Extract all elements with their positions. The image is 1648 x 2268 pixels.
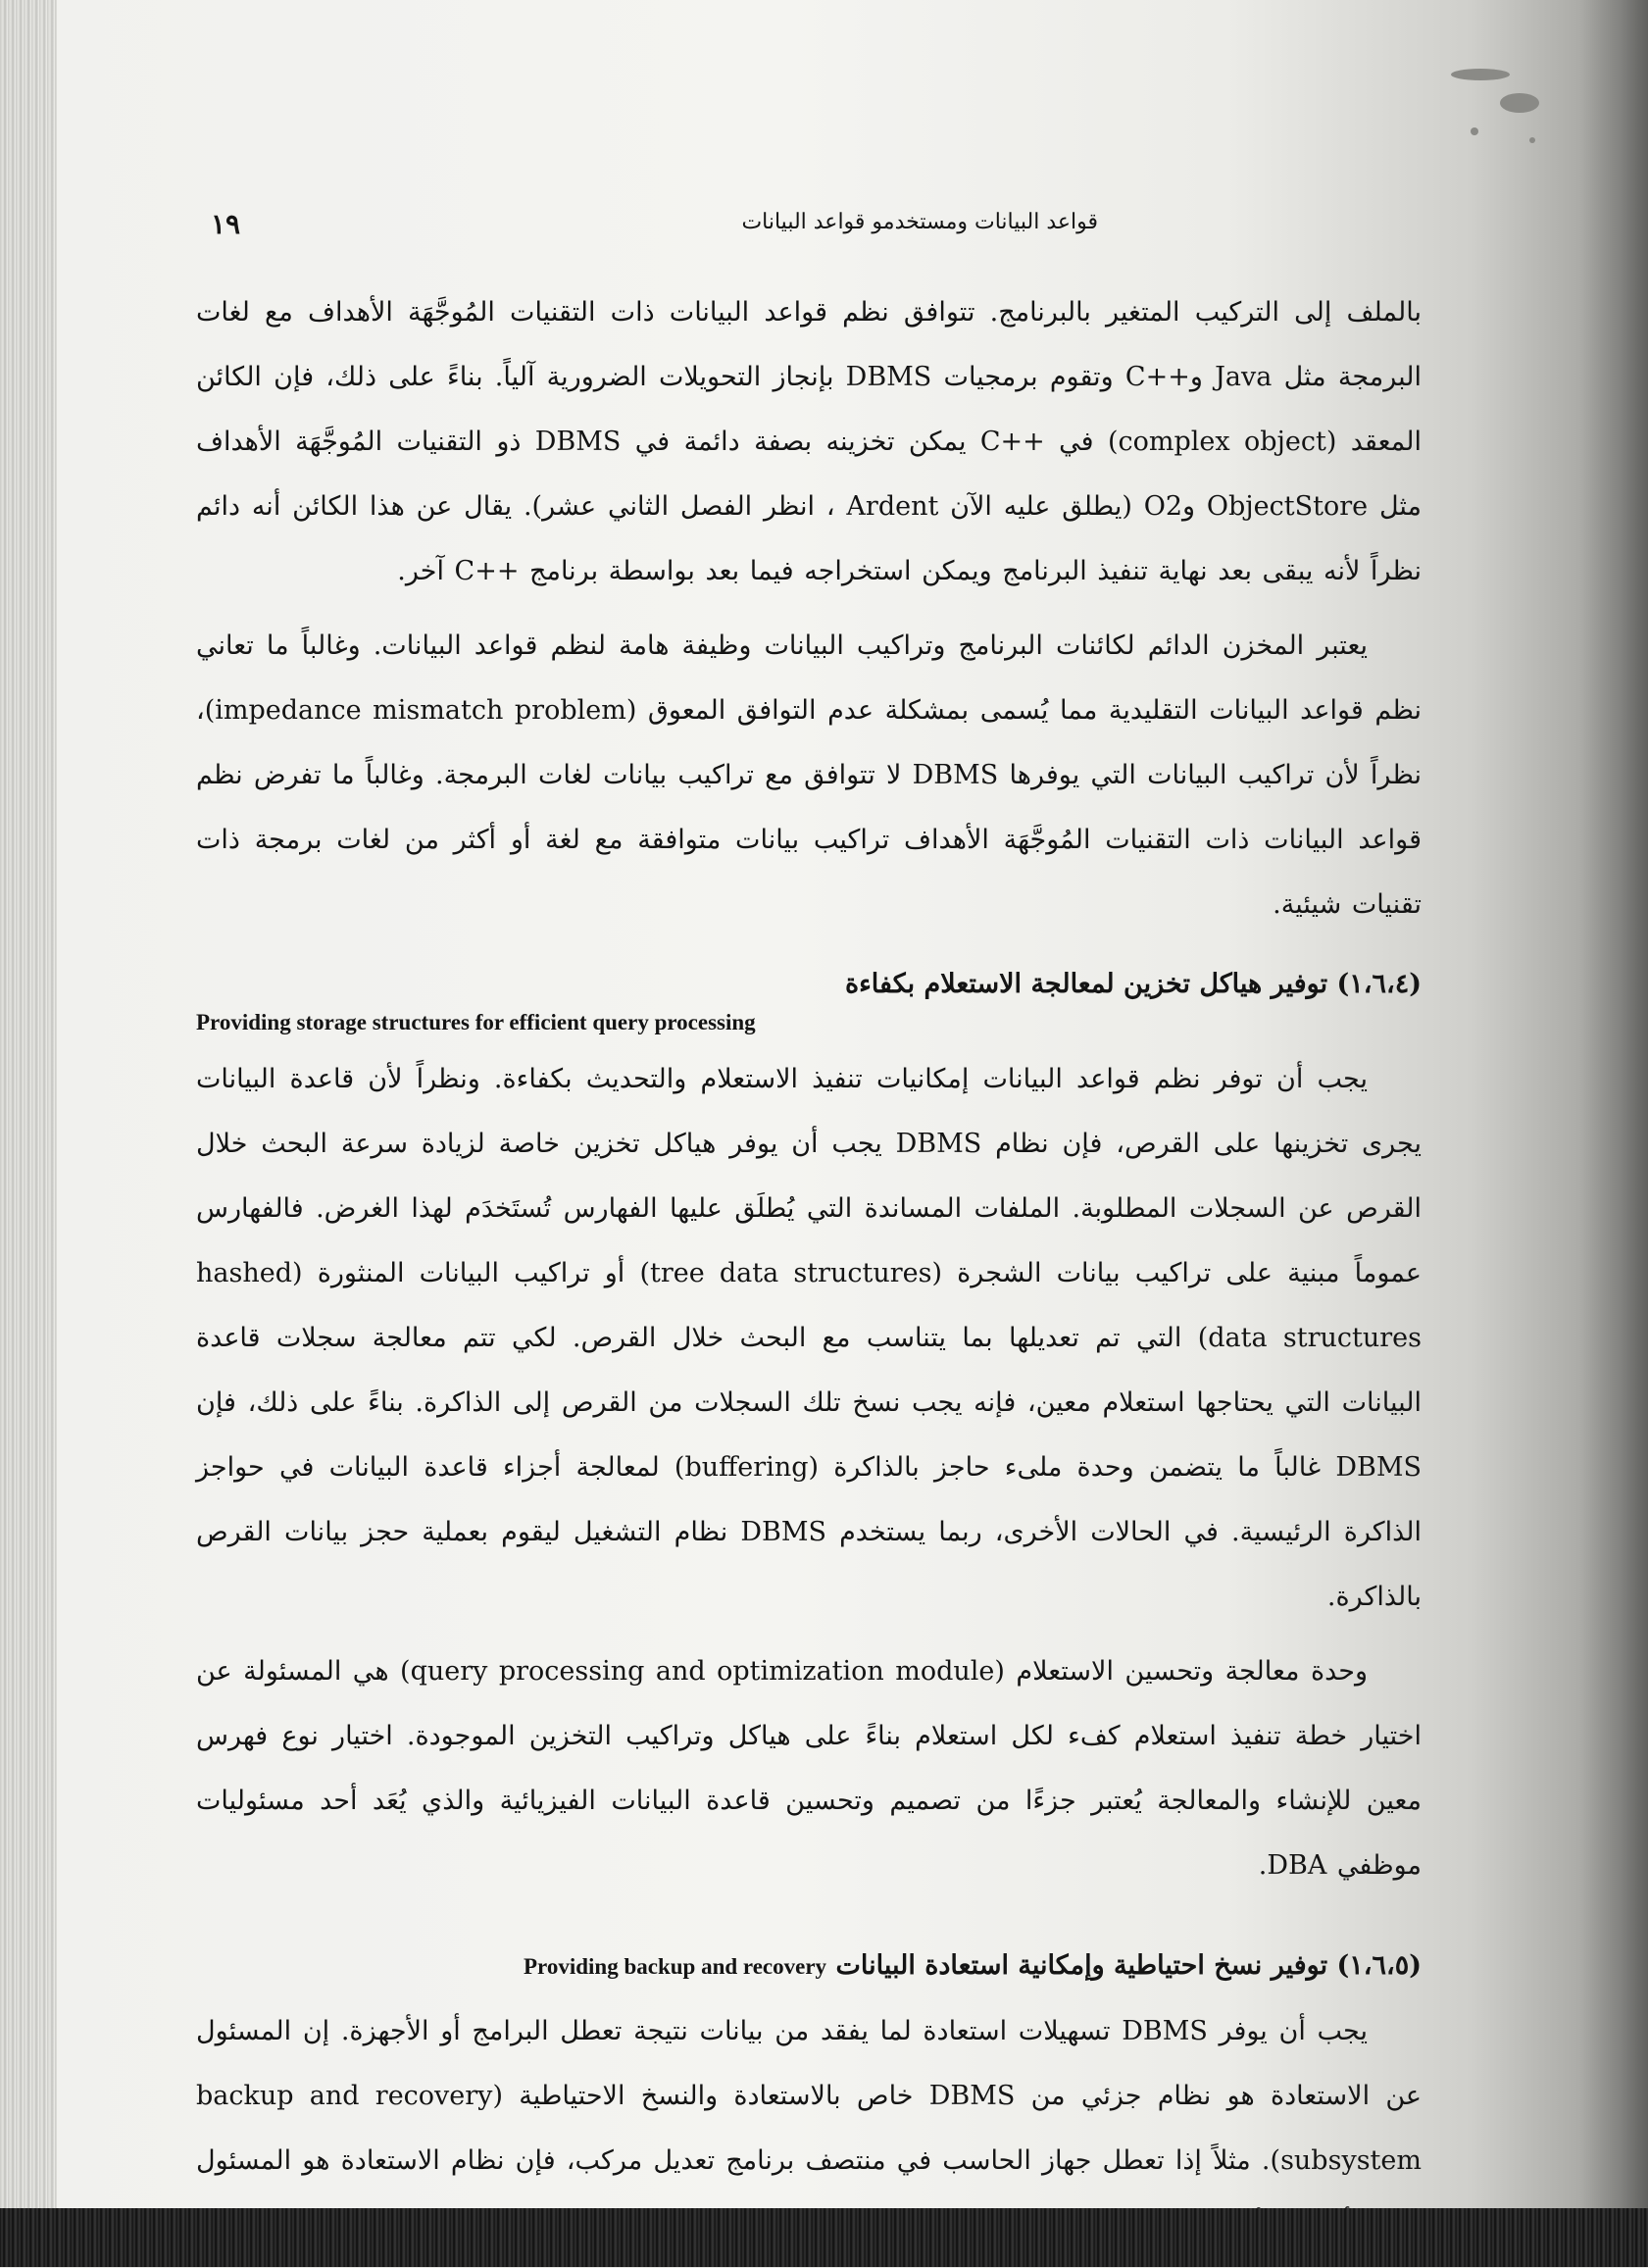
paragraph: يجب أن يوفر DBMS تسهيلات استعادة لما يفقد من بيانات نتيجة تعطل البرامج أو الأجهزة. إن المسئول عن الاستعادة هو نظام جزئي من DBMS خاص بالاستعادة والنسخ الاحتياطية (backup and recovery subsystem). مثلاً إذا تعطل جهاز الحاسب في منتصف برنامج تعديل مركب، فإن نظام الاستعادة هو المسئول bbox=[196, 2016, 1422, 2176]
paragraph: وحدة معالجة وتحسين الاستعلام (query processing and optimization module) هي المسئولة عن اختيار خطة تنفيذ استعلام كفء لكل استعلام بناءً على هياكل وتراكيب التخزين الموجودة. اختيار نوع فهرس معين للإنشاء والمعالجة يُعتبر جزءًا من تصميم وتحسين قاعدة البيانات الفيزيائية والذي يُعَد أحد مسئوليات موظفي DBA. bbox=[196, 1656, 1422, 1881]
page-header bbox=[191, 210, 1422, 253]
section-heading bbox=[196, 1941, 1422, 1991]
running-title: قواعد البيانات ومستخدمو قواعد البيانات bbox=[741, 210, 1098, 234]
paragraph: يعتبر المخزن الدائم لكائنات البرنامج وتراكيب البيانات وظيفة هامة لنظم قواعد البيانات. وغالباً ما تعاني نظم قواعد البيانات التقليدية مما يُسمى بمشكلة عدم التوافق المعوق (impedance mismatch problem)، نظراً لأن تراكيب البيانات التي يوفرها DBMS لا تتوافق مع تراكيب بيانات لغات البرمجة. وغالباً ما تفرض نظم قواعد البيانات ذات التقنيات المُوجَّهَة الأهداف تراكيب بيانات متوافقة مع لغة أو أكثر من لغات برمجة ذات تقنيات شيئية. bbox=[196, 630, 1422, 920]
section-title-english: Providing backup and recovery bbox=[524, 1954, 827, 1979]
paper-stain bbox=[1431, 39, 1578, 176]
section-heading bbox=[196, 963, 1422, 1039]
page-number: ١٩ bbox=[211, 208, 241, 240]
section-title-arabic: (١،٦،٥) توفير نسخ احتياطية وإمكانية استعادة البيانات bbox=[835, 1950, 1422, 1981]
document-body bbox=[196, 280, 1422, 2268]
scan-bottom-edge bbox=[0, 2208, 1648, 2267]
section-title-arabic: (١،٦،٤) توفير هياكل تخزين لمعالجة الاستعلام بكفاءة bbox=[844, 969, 1422, 999]
paragraph: يجب أن توفر نظم قواعد البيانات إمكانيات تنفيذ الاستعلام والتحديث بكفاءة. ونظراً لأن قاعدة البيانات يجرى تخزينها على القرص، فإن نظام DBMS يجب أن يوفر هياكل تخزين خاصة لزيادة سرعة البحث خلال القرص عن السجلات المطلوبة. الملفات المساندة التي يُطلَق عليها الفهارس تُستَخدَم لهذا الغرض. فالفهارس عموماً مبنية على تراكيب بيانات الشجرة (tree data structures) أو تراكيب البيانات المنثورة (hashed data structures) التي تم تعديلها بما يتناسب مع البحث خلال القرص. لكي تتم معالجة سجلات قاعدة البيانات التي يحتاجها استعلام معين، فإنه يجب نسخ تلك السجلات من القرص إلى الذاكرة. بناءً على ذلك، فإن DBMS غالباً ما يتضمن وحدة ملىء حاجز بالذاكرة (buffering) لمعالجة أجزاء قاعدة البيانات في حواجز الذاكرة الرئيسية. في الحالات الأخرى، ربما يستخدم DBMS نظام التشغيل ليقوم بعملية حجز بيانات القرص بالذاكرة. bbox=[196, 1064, 1423, 1612]
section-title-english: Providing storage structures for efficient query processing bbox=[196, 1010, 756, 1034]
scan-shadow-right bbox=[1579, 0, 1648, 2267]
binding-edge bbox=[0, 0, 57, 2267]
paragraph: بالملف إلى التركيب المتغير بالبرنامج. تتوافق نظم قواعد البيانات ذات التقنيات المُوجَّهَة الأهداف مع لغات البرمجة مثل Java و++C وتقوم برمجيات DBMS بإنجاز التحويلات الضرورية آلياً. بناءً على ذلك، فإن الكائن المعقد (complex object) في ++C يمكن تخزينه بصفة دائمة في DBMS ذو التقنيات المُوجَّهَة الأهداف مثل ObjectStore وO2 (يطلق عليه الآن Ardent ، انظر الفصل الثاني عشر). يقال عن هذا الكائن أنه دائم نظراً لأنه يبقى بعد نهاية تنفيذ البرنامج ويمكن استخراجه فيما بعد بواسطة برنامج ++C آخر. bbox=[196, 297, 1423, 586]
